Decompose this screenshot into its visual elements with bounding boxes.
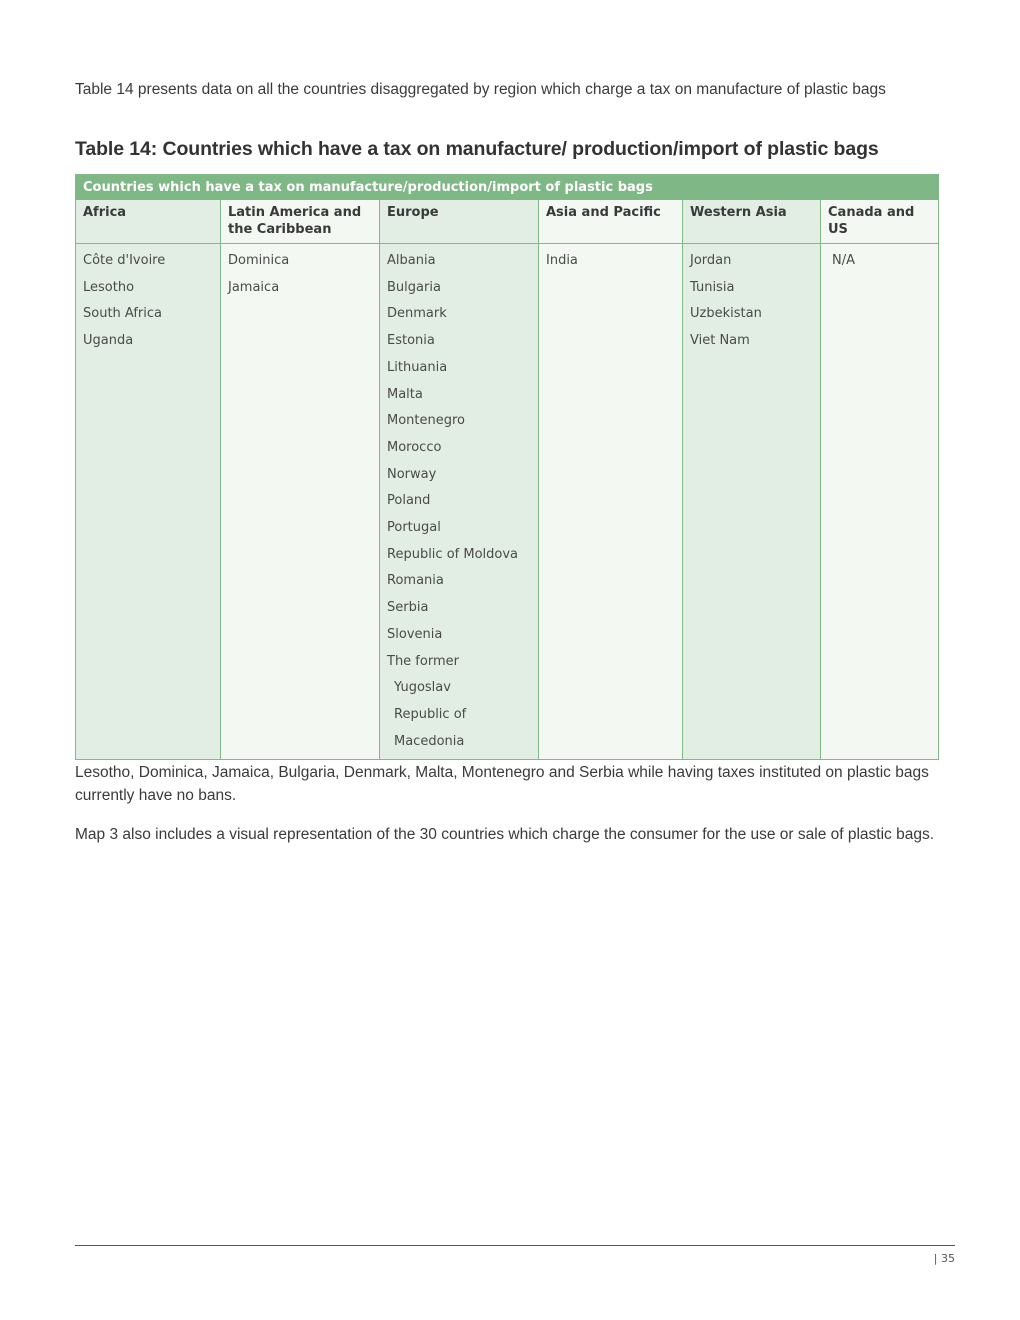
- column-latin-america: [221, 244, 380, 760]
- column-africa: [76, 244, 221, 760]
- country-item: Romania: [387, 573, 444, 589]
- header-latin-america: Latin America and the Caribbean: [221, 200, 380, 244]
- country-item: Morocco: [387, 439, 442, 455]
- country-item: Malta: [387, 386, 423, 402]
- country-item: Macedonia: [394, 733, 465, 749]
- intro-paragraph: Table 14 presents data on all the countries disaggregated by region which charge a tax on manufacture of plastic bags: [75, 81, 886, 98]
- table-header-row: [76, 200, 939, 244]
- column-asia-pacific: [539, 244, 683, 760]
- column-europe: [380, 244, 539, 760]
- header-asia-pacific: Asia and Pacific: [539, 200, 683, 244]
- page-number: | 35: [933, 1252, 955, 1265]
- country-item: Portugal: [387, 520, 441, 536]
- country-item: Tunisia: [690, 279, 735, 295]
- country-item: Lithuania: [387, 359, 448, 375]
- country-item: Jamaica: [228, 279, 280, 295]
- country-item: Albania: [387, 253, 436, 268]
- header-europe: Europe: [380, 200, 539, 244]
- country-item: The former: [387, 653, 459, 669]
- column-western-asia: [683, 244, 821, 760]
- country-item: Côte d'Ivoire: [83, 253, 166, 268]
- country-item: Norway: [387, 466, 437, 482]
- header-western-asia: Western Asia: [683, 200, 821, 244]
- countries-tax-table: [75, 174, 939, 760]
- country-item: Republic of Moldova: [387, 546, 519, 562]
- header-canada-us: Canada and US: [821, 200, 939, 244]
- country-item: N/A: [832, 253, 855, 268]
- header-africa: Africa: [76, 200, 221, 244]
- country-item: Yugoslav: [394, 680, 451, 696]
- country-item: Uganda: [83, 333, 134, 349]
- country-item: Poland: [387, 493, 431, 509]
- table-title: Table 14: Countries which have a tax on manufacture/ production/import of plastic bags: [75, 138, 879, 160]
- country-item: Slovenia: [387, 626, 443, 642]
- table-row: [76, 244, 939, 760]
- country-item: Serbia: [387, 600, 429, 616]
- country-item: India: [546, 253, 578, 268]
- country-item: Viet Nam: [690, 333, 750, 349]
- country-item: Bulgaria: [387, 279, 441, 295]
- table-banner: Countries which have a tax on manufacture/production/import of plastic bags: [76, 175, 939, 200]
- country-item: Montenegro: [387, 413, 466, 429]
- note-paragraph: Lesotho, Dominica, Jamaica, Bulgaria, Denmark, Malta, Montenegro and Serbia while having taxes instituted on plastic bags currently have no bans.: [75, 764, 929, 804]
- country-item: Uzbekistan: [690, 306, 762, 322]
- country-item: Denmark: [387, 306, 447, 322]
- country-item: Lesotho: [83, 279, 135, 295]
- country-item: Republic of: [394, 706, 467, 722]
- table-banner-row: [76, 175, 939, 200]
- country-item: Dominica: [228, 253, 290, 268]
- footer-divider: [75, 1245, 955, 1246]
- column-canada-us: [821, 244, 939, 760]
- country-item: Estonia: [387, 333, 435, 349]
- country-item: Jordan: [690, 253, 732, 268]
- country-item: South Africa: [83, 306, 162, 322]
- map-reference-paragraph: Map 3 also includes a visual representation of the 30 countries which charge the consumer for the use or sale of plastic bags.: [75, 826, 935, 843]
